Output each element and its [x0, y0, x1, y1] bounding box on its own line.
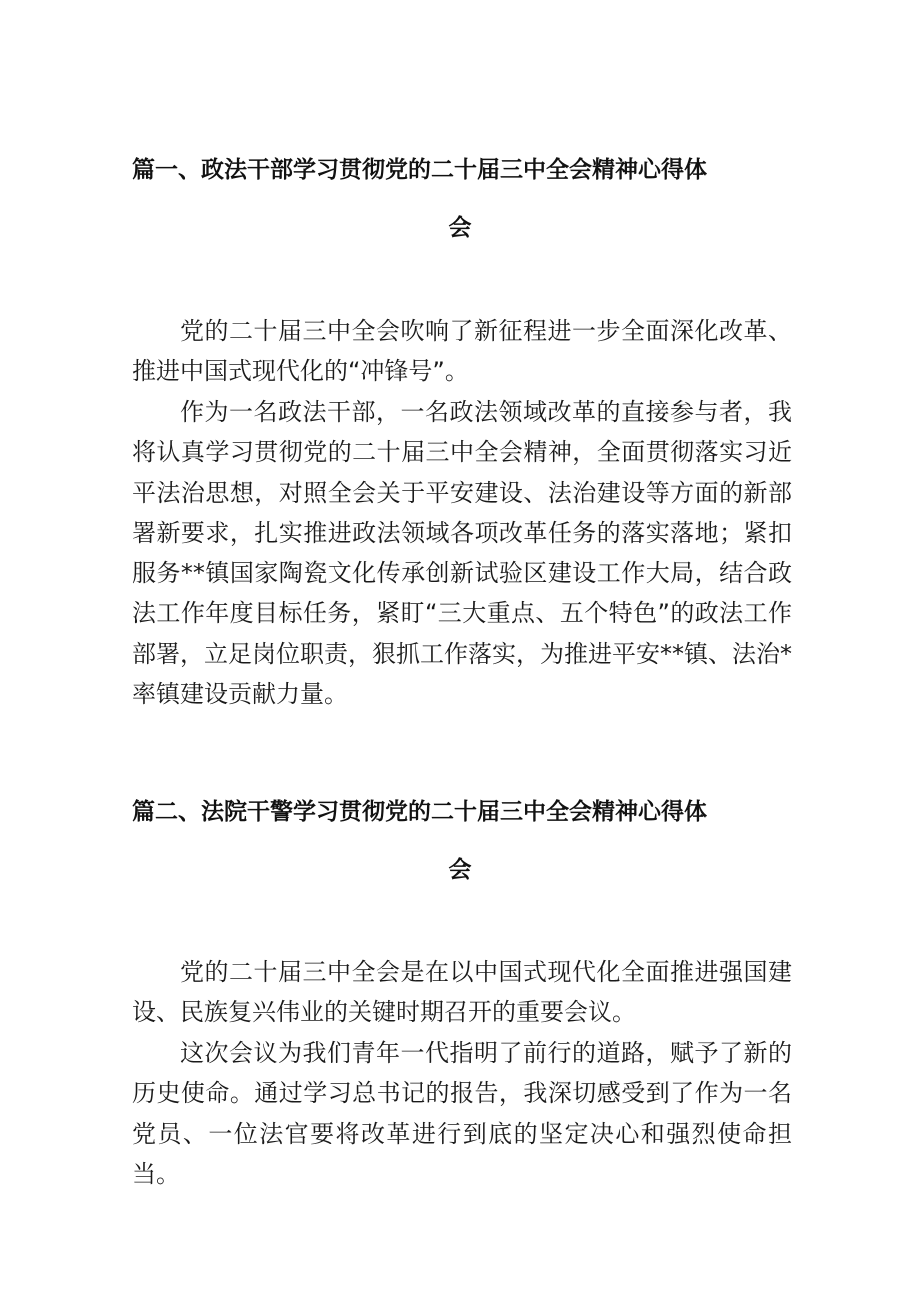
- section1-heading: 篇一、政法干部学习贯彻党的二十届三中全会精神心得体: [132, 157, 707, 183]
- section2-paragraph-2: 这次会议为我们青年一代指明了前行的道路，赋予了新的历史使命。通过学习总书记的报告，我深切感受到了作为一名党员、一位法官要将改革进行到底的坚定决心和强烈使命担当。: [132, 1039, 792, 1188]
- section2-heading-continuation: 会: [448, 857, 472, 883]
- section1-paragraph-1: 党的二十届三中全会吹响了新征程进一步全面深化改革、推进中国式现代化的“冲锋号”。: [132, 317, 792, 386]
- section2-paragraph-1: 党的二十届三中全会是在以中国式现代化全面推进强国建设、民族复兴伟业的关键时期召开的重要会议。: [132, 958, 792, 1027]
- section1-paragraph-2: 作为一名政法干部，一名政法领域改革的直接参与者，我将认真学习贯彻党的二十届三中全会精神，全面贯彻落实习近平法治思想，对照全会关于平安建设、法治建设等方面的新部署新要求，扎实推进政法领域各项改革任务的落实落地；紧扣服务**镇国家陶瓷文化传承创新试验区建设工作大局，结合政法工作年度目标任务，紧盯“三大重点、五个特色”的政法工作部署，立足岗位职责，狠抓工作落实，为推进平安**镇、法治*率镇建设贡献力量。: [132, 398, 792, 709]
- section2-heading: 篇二、法院干警学习贯彻党的二十届三中全会精神心得体: [132, 799, 707, 825]
- section1-heading-continuation: 会: [448, 215, 472, 241]
